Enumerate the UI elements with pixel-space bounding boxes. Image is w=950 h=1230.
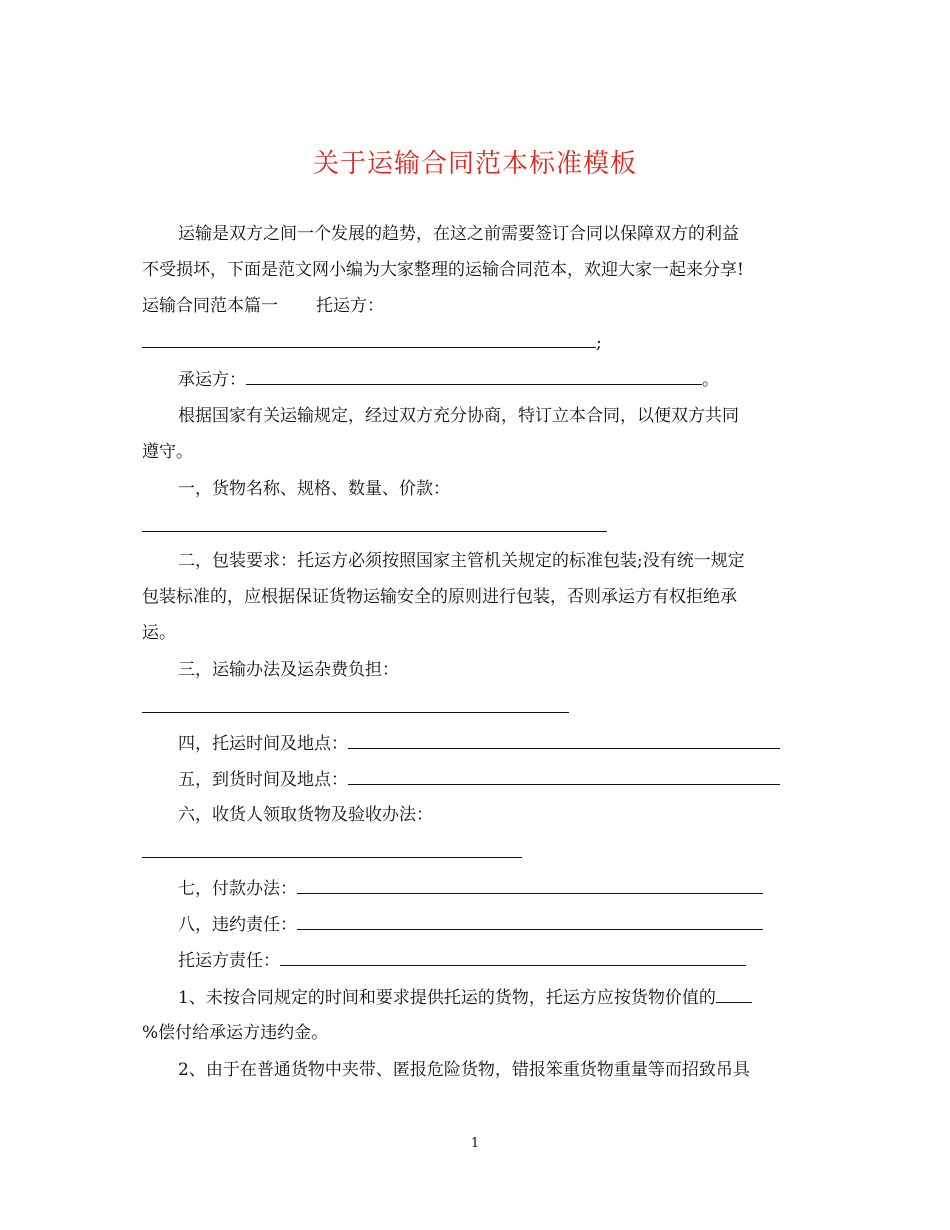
clause1-line1-row: [178, 985, 752, 1010]
carrier-label: 承运方：: [178, 370, 246, 390]
item-shipping-time-label: 四，托运时间及地点：: [178, 734, 348, 754]
item-breach-label: 八，违约责任：: [178, 915, 297, 935]
preamble-line2: 遵守。: [142, 442, 193, 462]
item-arrival-time-row: [178, 767, 780, 792]
item-shipping-time-row: [178, 731, 780, 756]
breach-blank[interactable]: [297, 912, 763, 930]
carrier-field-row: [178, 367, 719, 392]
carrier-blank[interactable]: [246, 367, 702, 385]
intro-paragraph-line2: 不受损坏，下面是范文网小编为大家整理的运输合同范本，欢迎大家一起来分享!: [142, 260, 744, 280]
item-breach-row: [178, 912, 763, 937]
intro-paragraph-line1: 运输是双方之间一个发展的趋势，在这之前需要签订合同以保障双方的利益: [178, 224, 739, 244]
item-packaging-line1: 二，包装要求：托运方必须按照国家主管机关规定的标准包装;没有统一规定: [178, 551, 745, 571]
clause1-percent-blank[interactable]: [716, 985, 752, 1003]
clause1-line1: 1、未按合同规定的时间和要求提供托运的货物，托运方应按货物价值的: [178, 988, 716, 1008]
goods-blank-line[interactable]: [142, 531, 607, 532]
item-goods: 一，货物名称、规格、数量、价款：: [178, 479, 450, 499]
shipper-end: ;: [596, 333, 602, 353]
item-packaging-line2: 包装标准的，应根据保证货物运输安全的原则进行包装，否则承运方有权拒绝承: [142, 587, 737, 607]
shipper-label: 托运方：: [316, 296, 384, 316]
document-title: 关于运输合同范本标准模板: [312, 149, 637, 179]
payment-blank[interactable]: [297, 876, 763, 894]
arrival-time-blank[interactable]: [348, 767, 780, 785]
clause2-line1: 2、由于在普通货物中夹带、匿报危险货物，错报笨重货物重量等而招致吊具: [178, 1060, 750, 1080]
carrier-end: 。: [702, 370, 719, 390]
item-payment-row: [178, 876, 763, 901]
shipper-liability-label: 托运方责任：: [178, 951, 280, 971]
item-payment-label: 七，付款办法：: [178, 879, 297, 899]
preamble-line1: 根据国家有关运输规定，经过双方充分协商，特订立本合同，以便双方共同: [178, 406, 739, 426]
shipper-field-row: [142, 330, 602, 355]
item-transport-method: 三，运输办法及运杂费负担：: [178, 660, 399, 680]
item-arrival-time-label: 五，到货时间及地点：: [178, 770, 348, 790]
section-label: 运输合同范本篇一: [142, 296, 278, 316]
transport-blank-line[interactable]: [142, 712, 569, 713]
item-receipt-method: 六，收货人领取货物及验收办法：: [178, 805, 433, 825]
shipper-liability-blank[interactable]: [280, 948, 746, 966]
shipper-liability-row: [178, 948, 746, 973]
section-heading-row: [142, 294, 384, 318]
item-packaging-line3: 运。: [142, 623, 176, 643]
receipt-blank-line[interactable]: [142, 857, 522, 858]
shipper-blank[interactable]: [142, 330, 596, 348]
clause1-line2: %偿付给承运方违约金。: [142, 1023, 329, 1043]
shipping-time-blank[interactable]: [348, 731, 780, 749]
page-number: 1: [470, 1136, 480, 1151]
